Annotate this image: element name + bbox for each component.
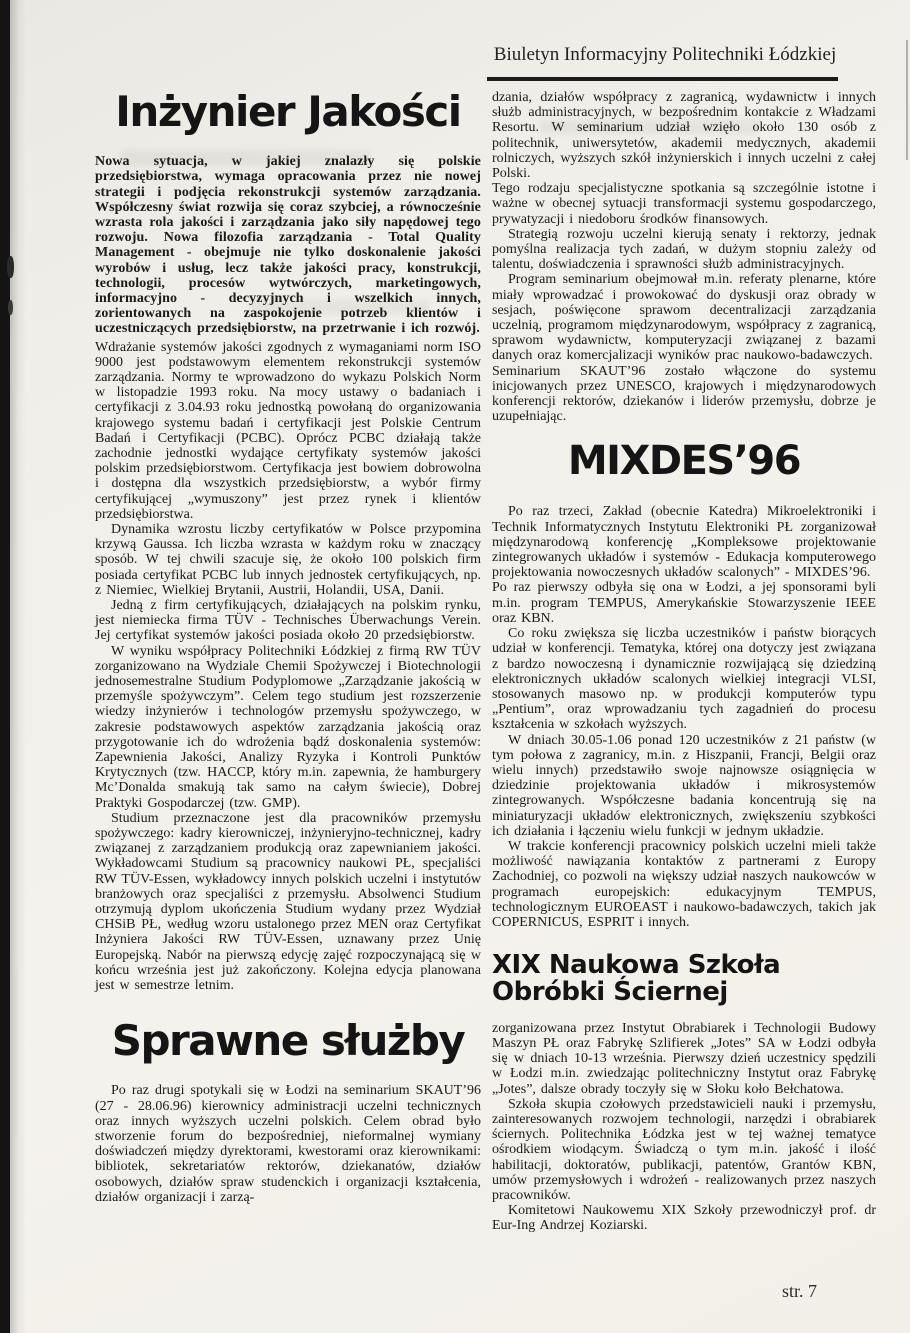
scan-smudge (7, 256, 14, 278)
paragraph: Dynamika wzrostu liczby certyfikatów w Polsce przypomina krzywą Gaussa. Ich liczba wzrasta w każdym roku w znaczący sposób. W tej chwili szacuje się, że około 100 polskich firm posiada certyfikat PCBC lub innych jednostek certyfikujących, np. z Niemiec, Wielkiej Brytanii, Austrii, Holandii, USA, Danii. (95, 521, 481, 598)
paragraph: Studium przeznaczone jest dla pracowników przemysłu spożywczego: kadry kierowniczej, inżynieryjno-technicznej, kadry związanej z zarządzaniem produkcją oraz zapewnianiem jakości. Wykładowcami Studium są pracownicy naukowi PŁ, specjaliści RW TÜV-Essen, wykładowcy innych polskich uczelni i instytutów branżowych oraz specjaliści z przemysłu. Absolwenci Studium otrzymują dyplom ukończenia Studium wydany przez Wydział CHSiB PŁ, według wzoru ustalonego przez MEN oraz Certyfikat Inżyniera Jakości RW TÜV-Essen, uznawany przez Unię Europejską. Nabór na pierwszą edycję zajęć rozpoczynającą się w końcu września jest już zakończony. Kolejna edycja planowana jest w semestrze letnim. (95, 810, 481, 994)
scan-edge-strip (0, 0, 10, 1333)
masthead-title: Biuletyn Informacyjny Politechniki Łódzkiej (493, 44, 837, 65)
article-title-szkola-obrobki: XIX Naukowa Szkoła Obróbki Ściernej (492, 950, 781, 1008)
article-lead: Nowa sytuacja, w jakiej znalazły się polskie przedsiębiorstwa, wymaga opracowania przez nie nowej strategii i podjęcia rekonstrukcji systemów zarządzania. Współczesny świat rozwija się coraz szybciej, a równocześnie wzrasta rola jakości i zarządzania jako siły napędowej tego rozwoju. Nowa filozofia zarządzania - Total Quality Management - obejmuje nie tylko doskonalenie jakości wyrobów i usług, lecz także jakości pracy, konstrukcji, technologii, procesów wytwórczych, marketingowych, informacyjno - decyzyjnych i wszelkich innych, zorientowanych na zaspokojenie potrzeb klientów i uczestniczących przedsiębiorstw, na przetrwanie i ich rozwój. (95, 154, 481, 337)
paragraph: W dniach 30.05-1.06 ponad 120 uczestników z 21 państw (w tym połowa z zagranicy, m.in. z Hiszpanii, Francji, Belgii oraz wielu innych) przedstawiło swoje najnowsze osiągnięcia w dziedzinie projektowania układów i mikrosystemów zintegrowanych. Współczesne badania koncentrują się na miniaturyzacji układów elektronicznych, zwiększeniu szybkości ich działania i łączeniu wielu funkcji w jednym układzie. (492, 732, 876, 839)
article-title-mixdes96: MIXDES’96 (567, 438, 801, 485)
paragraph: Seminarium SKAUT’96 zostało włączone do systemu inicjowanych przez UNESCO, krajowych i międzynarodowych konferencji rektorów, dziekanów i liderów przemysłu, dobrze je uzupełniając. (492, 363, 876, 425)
masthead-rule (487, 77, 838, 81)
article-title-inzynier-jakosci: Inżynier Jakości (115, 87, 461, 136)
scan-edge-line (906, 40, 908, 160)
paragraph: Tego rodzaju specjalistyczne spotkania są szczególnie istotne i ważne w obecnej sytuacji transformacji systemu gospodarczego, prywatyzacji i niedoboru środków finansowych. (492, 181, 876, 227)
paragraph: Po raz drugi spotykali się w Łodzi na seminarium SKAUT’96 (27 - 28.06.96) kierownicy administracji uczelni technicznych oraz innych wyższych uczelni polskich. Celem obrad było stworzenie forum do bezpośredniej, nieformalnej wymiany doświadczeń między dyrektorami, kwestorami oraz kierownikami: bibliotek, sekretariatów rektorów, dziekanatów, działów osobowych, działów spraw studenckich i organizacji kształcenia, działów organizacji i zarzą- (95, 1083, 481, 1205)
paragraph: W trakcie konferencji pracownicy polskich uczelni mieli także możliwość nawiązania kontaktów z partnerami z Europy Zachodniej, co pozwoli na większy udział naszych naukowców w programach europejskich: edukacyjnym TEMPUS, technologicznym EUROEAST i naukowo-badawczych, takich jak COPERNICUS, ESPRIT i innych. (492, 838, 876, 930)
article-mixdes96 (492, 440, 876, 930)
paragraph: Komitetowi Naukowemu XIX Szkoły przewodniczył prof. dr Eur-Ing Andrzej Koziarski. (492, 1203, 876, 1234)
article-inzynier-jakosci (95, 87, 481, 994)
paragraph: zorganizowana przez Instytut Obrabiarek i Technologii Budowy Maszyn PŁ oraz Fabrykę Szlifierek „Jotes” SA w Łodzi odbyła się w dniach 10-13 września. Pierwszy dzień uczestnicy spędzili w Łodzi m.in. zwiedzając politechniczny Instytut oraz Fabrykę „Jotes”, dalsze obrady toczyły się w Słoku koło Bełchatowa. (492, 1020, 876, 1097)
left-column (95, 84, 481, 1205)
paragraph: W wyniku współpracy Politechniki Łódzkiej z firmą RW TÜV zorganizowano na Wydziale Chemii Spożywczej i Biotechnologii jednosemestralne Studium Podyplomowe „Zarządzanie jakością w przemyśle spożywczym”. Celem tego studium jest rozszerzenie wiedzy inżynierów i technologów przemysłu spożywczego, w zakresie podstawowych aspektów zarządzania jakością oraz przygotowanie ich do wdrożenia bądź doskonalenia systemów: Zapewnienia Jakości, Analizy Ryzyka i Kontroli Punktów Krytycznych (tzw. HACCP, który m.in. zapewnia, że hamburgery Mc’Donalda smakują tak samo na całym świecie), Dobrej Praktyki Gospodarczej (tzw. GMP). (95, 643, 481, 811)
paragraph: Po raz trzeci, Zakład (obecnie Katedra) Mikroelektroniki i Technik Informatycznych Instytutu Elektroniki PŁ zorganizował międzynarodową konferencję „Kompleksowe projektowanie zintegrowanych układów i systemów - Edukacja komputerowego projektowania nowoczesnych układów scalonych” - MIXDES’96. (492, 504, 876, 581)
paragraph: Strategią rozwoju uczelni kierują senaty i rektorzy, jednak pomyślna realizacja tych zadań, w dużym stopniu zależy od talentu, doświadczenia i sprawności służb administracyjnych. (492, 226, 876, 273)
paragraph: Szkoła skupia czołowych przedstawicieli nauki i przemysłu, zainteresowanych rozwojem technologii, narzędzi i obrabiarek ściernych. Politechnika Łódzka jest w tej ważnej tematyce ośrodkiem wiodącym. Świadczą o tym m.in. jakość i ilość habilitacji, doktoratów, publikacji, patentów, Grantów KBN, umów przemysłowych i wdrożeń - realizowanych przez naszych pracowników. (492, 1096, 876, 1203)
paragraph: Po raz pierwszy odbyła się ona w Łodzi, a jej sponsorami byli m.in. program TEMPUS, Amerykańskie Stowarzyszenie IEEE oraz KBN. (492, 580, 876, 626)
article-sprawne-sluzby (95, 1016, 481, 1205)
paragraph: Program seminarium obejmował m.in. referaty plenarne, które miały wprowadzać i prowokować do dyskusji oraz obrady w sesjach, poświęcone sprawom decentralizacji zarządzania uczelnią, programom międzynarodowym, współpracy z zagranicą, sprawom wydawnictw, komputeryzacji związanej z bazami danych oraz komercjalizacji wyników prac naukowo-badawczych. (492, 272, 876, 364)
article-sprawne-sluzby-continuation (492, 90, 876, 424)
paragraph: Jedną z firm certyfikujących, działających na polskim rynku, jest niemiecka firma TÜV - Technisches Überwachungs Verein. Jej certyfikat systemów jakości posiada około 20 przedsiębiorstw. (95, 597, 481, 644)
paragraph: Wdrażanie systemów jakości zgodnych z wymaganiami norm ISO 9000 jest podstawowym elementem rekonstrukcji systemów zarządzania. Normy te wprowadzono do wykazu Polskich Norm w listopadzie 1993 roku. Na mocy ustawy o badaniach i certyfikacji z 3.04.93 roku jednostką powołaną do organizowania krajowego systemu badań i certyfikacji jest Polskie Centrum Badań i Certyfikacji (PCBC). Oprócz PCBC działają także zachodnie jednostki wydające certyfikaty systemów jakości polskim przedsiębiorstwom. Certyfikacja jest bowiem dobrowolna i dostępna dla wszystkich przedsiębiorstw, a wybór firmy certyfikującej „wymuszony” jest przez rynek i klientów przedsiębiorstwa. (95, 339, 481, 522)
scan-smudge (8, 300, 13, 315)
article-szkola-obrobki (492, 952, 876, 1233)
paragraph: dzania, działów współpracy z zagranicą, wydawnictw i innych służb administracyjnych, w bezpośrednim kontakcie z Władzami Resortu. W seminarium udział wzięło około 130 osób z politechnik, uniwersytetów, akademii medycznych, akademii rolniczych, wyższych szkół inżynierskich i innych uczelni z całej Polski. (492, 90, 876, 182)
right-column (492, 90, 876, 1234)
paragraph: Co roku zwiększa się liczba uczestników i państw biorących udział w konferencji. Tematyka, której ona dotyczy jest związana z bardzo nowoczesną i dynamicznie rozwijającą się dziedziną elektronicznych układów scalonych wielkiej integracji VLSI, stosowanych masowo np. w produkcji komputerów typu „Pentium”, oraz wprowadzaniu tych zagadnień do procesu kształcenia w szkołach wyższych. (492, 626, 876, 733)
page-number: str. 7 (782, 1281, 818, 1301)
scan-fold-shadow (10, 0, 26, 1333)
article-title-sprawne-sluzby: Sprawne służby (111, 1016, 465, 1066)
